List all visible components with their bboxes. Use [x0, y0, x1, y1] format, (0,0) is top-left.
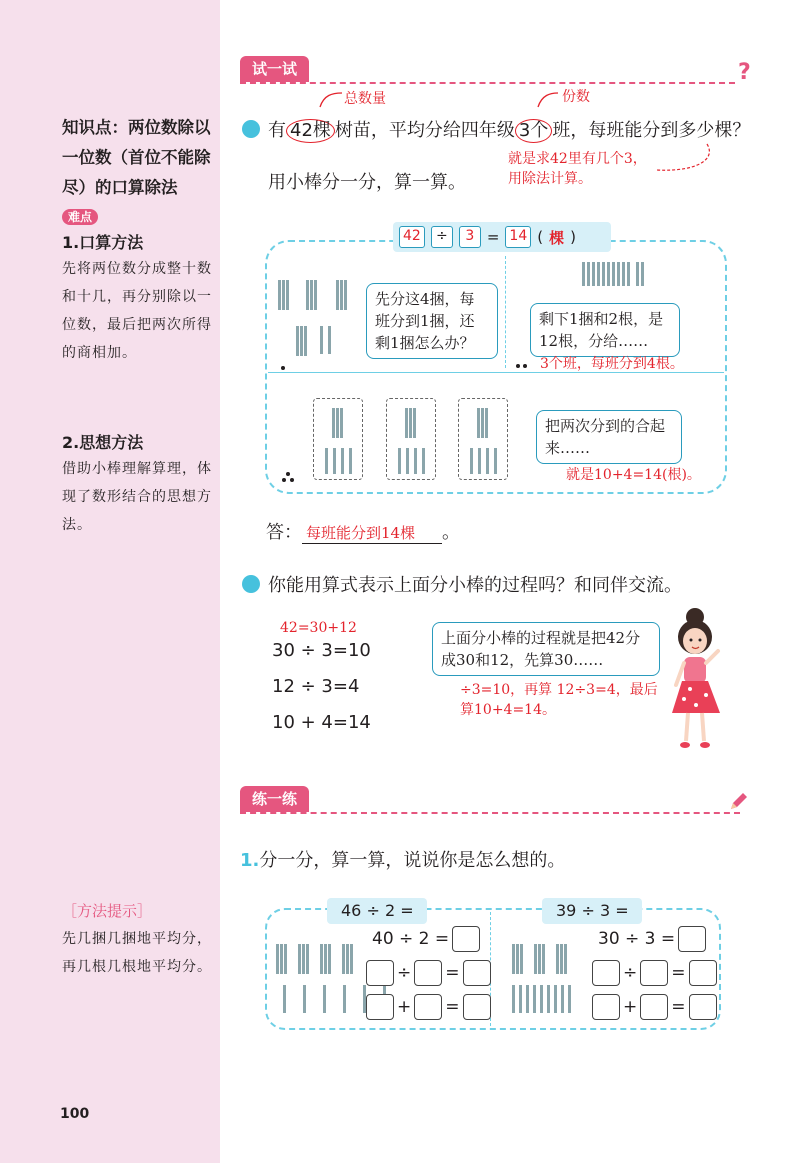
stick-group [325, 448, 352, 474]
answer-box[interactable] [689, 960, 717, 986]
method-tip-heading: ［方法提示］ [62, 902, 153, 920]
equation-result: 14 [505, 226, 531, 248]
bubble-step3: 把两次分到的合起来…… [536, 410, 682, 464]
stick-bundle [298, 944, 309, 974]
div-operator: ÷ [623, 963, 638, 983]
method1-heading: 1.口算方法 [62, 233, 144, 252]
equals-sign: = [671, 997, 686, 1017]
equation-paren-right: ) [570, 228, 576, 246]
girl-speech-bubble: 上面分小棒的过程就是把42分成30和12，先算30…… [432, 622, 660, 676]
stick-bundle [477, 408, 488, 438]
decomposition-note: 42=30+12 [280, 620, 357, 636]
stick-bundle [556, 944, 567, 974]
practice-question-number: 1. [240, 850, 260, 871]
difficulty-badge: 难点 [62, 209, 98, 225]
question-bullet [242, 120, 260, 138]
div-operator: ÷ [397, 963, 412, 983]
answer-end: 。 [442, 522, 460, 543]
answer-text: 每班能分到14棵 [302, 522, 442, 544]
stick-row [582, 262, 644, 286]
left-step1-text: 40 ÷ 2 = [372, 929, 450, 949]
equals-sign: = [671, 963, 686, 983]
bubble-step1: 先分这4捆，每班分到1捆，还剩1捆怎么办？ [366, 283, 498, 359]
answer-box[interactable] [366, 994, 394, 1020]
q1-explanation-note: 就是求42里有几个3，用除法计算。 [508, 151, 647, 187]
question-bullet [242, 575, 260, 593]
q1-part3: 班，每班能分到多少棵？ [552, 120, 751, 141]
answer-box[interactable] [640, 960, 668, 986]
panel-divider-vertical [505, 256, 506, 368]
equation-dividend: 42 [399, 226, 425, 248]
answer-box[interactable] [452, 926, 480, 952]
method-tip-text: 先几捆几捆地平均分，再几根几根地平均分。 [62, 931, 212, 975]
stick-row [512, 985, 571, 1013]
answer-box[interactable] [689, 994, 717, 1020]
try-section-divider [240, 82, 735, 84]
stick-bundle [296, 326, 307, 356]
equals-sign: = [445, 963, 460, 983]
problem-left-label: 46 ÷ 2 = [327, 898, 427, 924]
step-dot [281, 366, 285, 370]
answer-box[interactable] [463, 994, 491, 1020]
answer-box[interactable] [463, 960, 491, 986]
knowledge-point-title [62, 113, 212, 233]
stick-bundle [306, 280, 317, 310]
stick-bundle [512, 944, 523, 974]
single-stick [328, 326, 331, 354]
answer-box[interactable] [640, 994, 668, 1020]
answer-line [266, 518, 460, 544]
left-step3 [366, 994, 491, 1020]
girl-illustration [660, 605, 730, 755]
knowledge-point-text: 知识点：两位数除以一位数（首位不能除尽）的口算除法 [62, 118, 211, 197]
try-section-tab: 试一试 [240, 56, 309, 82]
answer-box[interactable] [366, 960, 394, 986]
answer-box[interactable] [592, 960, 620, 986]
stick-bundle [276, 944, 287, 974]
practice-question-text: 分一分，算一算，说说你是怎么想的。 [259, 850, 566, 871]
bubble-step2: 剩下1捆和2根，是12根，分给…… [530, 303, 680, 357]
method1-text: 先将两位数分成整十数和十几，再分别除以一位数，最后把两次所得的商相加。 [62, 261, 212, 361]
right-step1-text: 30 ÷ 3 = [598, 929, 676, 949]
question-2: 你能用算式表示上面分小棒的过程吗？和同伴交流。 [268, 575, 682, 596]
note-arrow [645, 140, 725, 180]
q1-part2: 树苗，平均分给四年级 [334, 120, 515, 141]
bubble-step3-note: 就是10+4=14(根)。 [566, 467, 701, 483]
practice-section-tab: 练一练 [240, 786, 309, 812]
stick-bundle [534, 944, 545, 974]
method2-heading: 2.思想方法 [62, 433, 144, 452]
calc-line-1: 30 ÷ 3=10 [272, 640, 371, 661]
stick-bundle [405, 408, 416, 438]
stick-bundle [320, 944, 331, 974]
question-1 [268, 116, 750, 143]
answer-box[interactable] [414, 960, 442, 986]
q1-part1: 有 [268, 120, 286, 141]
single-stick [320, 326, 323, 354]
equation-equals: = [486, 228, 500, 246]
q1-circled-total: 42棵 [286, 119, 335, 143]
stick-group [398, 448, 425, 474]
q1-circled-parts: 3个 [515, 119, 552, 143]
equation-paren-left: ( [537, 228, 544, 246]
stick-group [470, 448, 497, 474]
right-step3 [592, 994, 717, 1020]
practice-question-1 [240, 846, 565, 872]
bubble-step2-note: 3个班，每班分到4根。 [540, 356, 684, 372]
equation-bar [393, 222, 611, 252]
step-dots [282, 472, 296, 482]
problem-right-label: 39 ÷ 3 = [542, 898, 642, 924]
practice-section-divider [240, 812, 740, 814]
page-number: 100 [60, 1106, 90, 1122]
step-dots [516, 364, 528, 368]
stick-bundle [342, 944, 353, 974]
stick-bundle [336, 280, 347, 310]
pencil-icon [728, 792, 748, 812]
label-number-of-parts: 份数 [562, 89, 590, 105]
right-step1 [598, 926, 706, 952]
plus-operator: + [397, 997, 412, 1017]
left-step2 [366, 960, 491, 986]
label-total-quantity: 总数量 [344, 91, 386, 107]
question-mark-icon: ? [738, 60, 751, 85]
stick-bundle [332, 408, 343, 438]
equation-operator: ÷ [431, 226, 453, 248]
method2-text: 借助小棒理解算理，体现了数形结合的思想方法。 [62, 461, 212, 533]
right-step2 [592, 960, 717, 986]
girl-speech-note: ÷3=10，再算 12÷3=4，最后算10+4=14。 [460, 682, 658, 718]
left-step1 [372, 926, 480, 952]
equation-divisor: 3 [459, 226, 481, 248]
calc-line-3: 10 + 4=14 [272, 712, 371, 733]
calc-line-2: 12 ÷ 3=4 [272, 676, 360, 697]
answer-box[interactable] [414, 994, 442, 1020]
answer-label: 答： [266, 522, 302, 543]
plus-operator: + [623, 997, 638, 1017]
equals-sign: = [445, 997, 460, 1017]
stick-bundle [278, 280, 289, 310]
instruction-text: 用小棒分一分，算一算。 [268, 172, 466, 193]
answer-box[interactable] [678, 926, 706, 952]
equation-unit: 棵 [549, 228, 565, 247]
answer-box[interactable] [592, 994, 620, 1020]
